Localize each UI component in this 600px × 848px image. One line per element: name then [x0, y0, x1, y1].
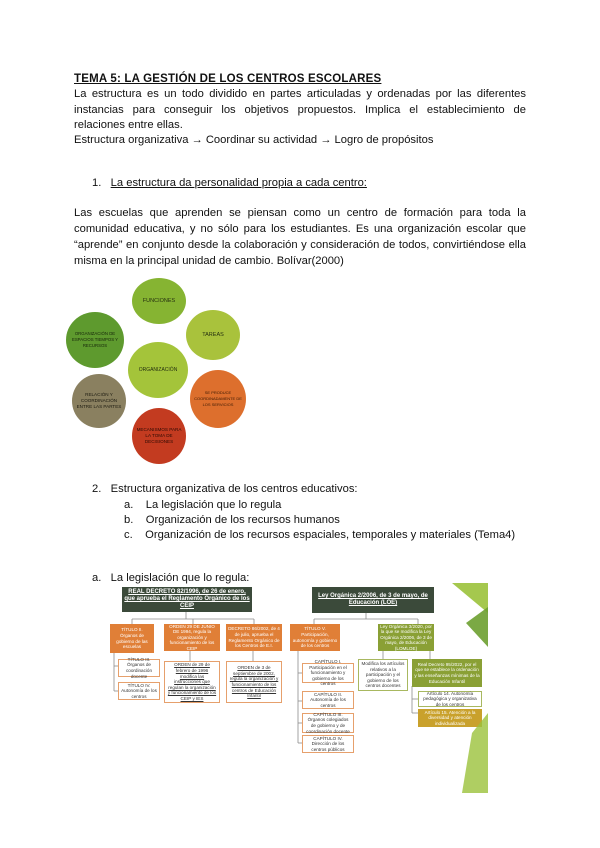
right-capitulo-iii: CAPÍTULO III. Órganos colegiados de gobierno y de coordinación docente — [302, 713, 354, 733]
section-2-heading — [92, 482, 358, 498]
right-articulo-15: Artículo 15. Atención a la diversidad y atención individualizada — [418, 709, 482, 727]
diagram-funciones: FUNCIONES — [132, 278, 186, 324]
organization-diagram — [66, 278, 242, 464]
section-a-letter: a. — [92, 572, 102, 584]
list-letter: b. — [124, 514, 134, 526]
intro-structure-line: Estructura organizativa → Coordinar su actividad → Logro de propósitos — [74, 134, 434, 146]
diagram-espacios: ORGANIZACIÓN DE ESPACIOS TIEMPOS Y RECURSOS — [66, 312, 124, 368]
list-text: Organización de los recursos humanos — [145, 514, 340, 526]
section-a-title: La legislación que lo regula: — [110, 572, 250, 584]
right-lomloe: Ley Orgánica 3/2020, por la que se modifica la Ley Orgánica 2/2006, de 3 de mayo, de Educación (LOMLOE) — [378, 624, 434, 651]
right-articulo-14: Artículo 14. Autonomía pedagógica y organizativa de los centros — [418, 691, 482, 707]
list-letter: c. — [124, 529, 133, 541]
left-orden-2002: ORDEN de 3 de septiembre de 2002, regula la organización y funcionamiento de los centros de Educación Infantil — [226, 661, 282, 703]
list-item-a — [124, 498, 281, 514]
right-modifica-articulos: Modifica los artículos relativos a la participación y el gobierno de los centros docentes — [358, 659, 408, 691]
section-1-title: La estructura da personalidad propia a cada centro: — [110, 177, 367, 189]
legislation-diagram — [108, 583, 488, 793]
right-capitulo-ii: CAPÍTULO II. Autonomía de los centros — [302, 691, 354, 709]
left-orden-1996: ORDEN de 29 de febrero de 1996 modifica las instrucciones que regulan la organización y funcionamiento de los CEIP y IES — [164, 661, 220, 703]
left-decreto-2002: DECRETO 86/2002, de 4 de julio, aprueba el Reglamento Orgánico de los Centros de E.I. — [226, 624, 282, 651]
left-titulo-ii: TÍTULO II. Órganos de gobierno de las escuelas — [110, 624, 154, 653]
real-decreto-header: REAL DECRETO 82/1996, de 26 de enero, que aprueba el Reglamento Orgánico de los CEIP — [122, 587, 252, 612]
section-1-number: 1. — [92, 177, 102, 189]
arrow-shape-bottom — [462, 713, 488, 793]
left-orden-1994: ORDEN 29 DE JUNIO DE 1994, regula la organización y funcionamiento de los CEIP — [164, 624, 220, 651]
right-titulo-v: TÍTULO V. Participación, autonomía y gobierno de los centros — [290, 624, 340, 651]
diagram-servicios: SE PRODUCE COORDINADAMENTE DE LOS SERVICIOS — [190, 370, 246, 428]
left-titulo-iii: TÍTULO III. Órganos de coordinación docente — [118, 659, 160, 677]
right-capitulo-i: CAPÍTULO I. Participación en el funcionamiento y gobierno de los centros — [302, 663, 354, 683]
diagram-mecanismos: MECANISMOS PARA LA TOMA DE DECISIONES — [132, 408, 186, 464]
list-text: Organización de los recursos espaciales, temporales y materiales (Tema4) — [145, 529, 516, 541]
diagram-tareas: TAREAS — [186, 310, 240, 360]
intro-paragraph: La estructura es un todo dividido en partes articuladas y ordenadas por las diferentes instancias para conseguir los objetivos propuestos. Implica el establecimiento de relaciones entre ellas. — [74, 88, 526, 131]
right-real-decreto-95-2022: Real Decreto 95/2022, por el que se establece la ordenación y las enseñanzas mínimas de la Educación Infantil — [412, 659, 482, 687]
arrow-shape-top — [452, 583, 488, 613]
loe-header: Ley Orgánica 2/2006, de 3 de mayo, de Educación (LOE) — [312, 587, 434, 613]
section-2-number: 2. — [92, 483, 102, 495]
list-item-b — [124, 513, 340, 529]
left-titulo-iv: TÍTULO IV. Autonomía de los centros — [118, 682, 160, 700]
decorative-arrows — [452, 583, 488, 793]
section-1-paragraph: Las escuelas que aprenden se piensan como un centro de formación para toda la comunidad educativa, y no sólo para los estudiantes. Es una organización escolar que “aprende” en conjunto desde la colaboración y consideración de todos, convirtiéndose ella misma en la principal unidad de cambio. Bolívar(2000) — [74, 207, 526, 267]
section-2-title: Estructura organizativa de los centros educativos: — [110, 483, 358, 495]
arrow-shape-mid — [466, 607, 488, 647]
list-item-c — [124, 528, 515, 544]
section-1-heading — [92, 176, 367, 192]
right-capitulo-iv: CAPÍTULO IV. Dirección de los centros públicos — [302, 735, 354, 753]
page-title: TEMA 5: LA GESTIÓN DE LOS CENTROS ESCOLARES — [74, 73, 382, 85]
diagram-center-organizacion: ORGANIZACIÓN — [126, 340, 190, 400]
list-letter: a. — [124, 499, 134, 511]
list-text: La legislación que lo regula — [145, 499, 282, 511]
diagram-relacion: RELACIÓN Y COORDINACIÓN ENTRE LAS PARTES — [72, 374, 126, 428]
